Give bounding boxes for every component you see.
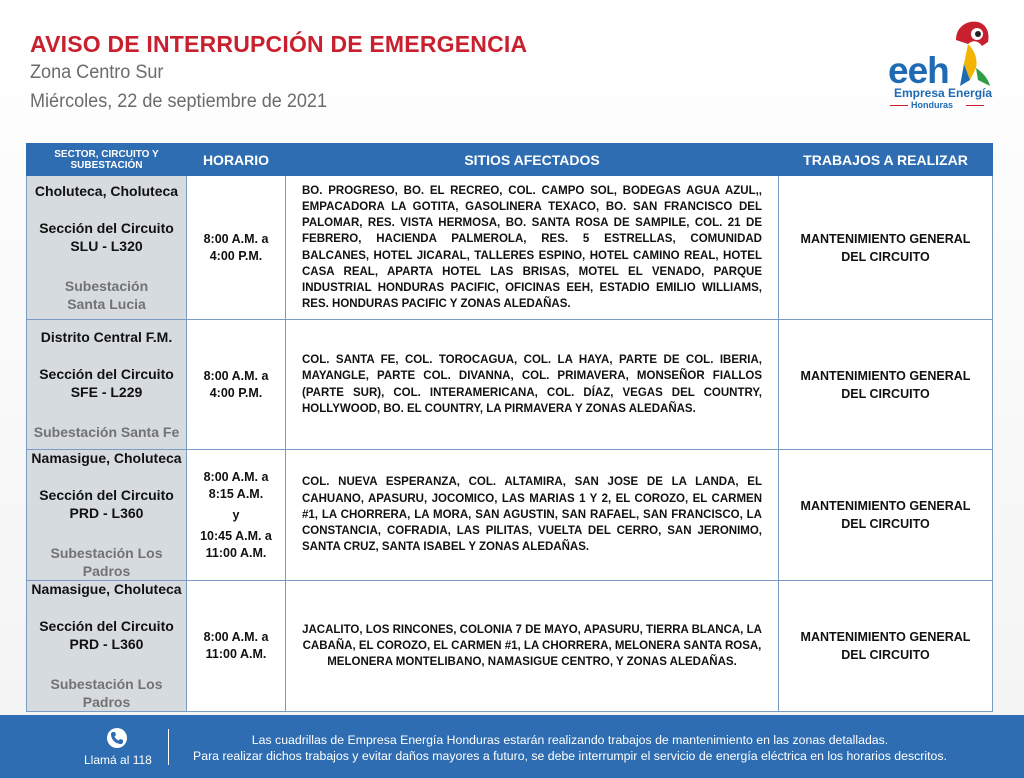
horario-end: 11:00 A.M.: [205, 647, 267, 661]
sitios-cell: [286, 320, 779, 450]
circuit-label: Sección del Circuito: [39, 365, 174, 382]
horario-start: 8:00 A.M. a: [203, 630, 269, 644]
circuit-label: Sección del Circuito: [39, 219, 174, 236]
circuit-code: SLU - L320: [70, 237, 143, 254]
circuit-code: PRD - L360: [69, 505, 144, 521]
horario-end-1: 8:15 A.M.: [208, 486, 264, 501]
trabajos-line1: MANTENIMIENTO GENERAL: [800, 499, 971, 513]
header-sitios: SITIOS AFECTADOS: [286, 144, 779, 176]
logo-company: Empresa Energía: [894, 86, 993, 100]
sector-name: Namasigue, Choluteca: [31, 450, 182, 466]
sector-cell: [27, 450, 187, 581]
trabajos-line1: MANTENIMIENTO GENERAL: [800, 368, 971, 383]
footer-line2: Para realizar dichos trabajos y evitar daños mayores a futuro, se debe interrumpir el servicio de energía eléctrica en los horarios descritos.: [193, 749, 947, 763]
sitios-text: BO. PROGRESO, BO. EL RECREO, COL. CAMPO SOL, BODEGAS AGUA AZUL,, EMPACADORA LA GOTITA, GASOLINERA TEXACO, BO. SAN FRANCISCO DEL PALOMAR, RES. VISTA HERMOSA, BO. SANTA ROSA DE SAMPILE, COL. 21 DE FEBRERO, HACIENDA PALMEROLA, RES. 5 ESTRELLAS, COMUNIDAD BALCANES, HOTEL JICARAL, TALLERES ESPINO, HOTEL CAMINO REAL, HOTEL CASA REAL, APARTA HOTEL LAS BRISAS, MOTEL EL VENADO, PARQUE INDUSTRIAL HONDURAS PACIFIC, OFICINAS EEH, ESTADIO EMILIO WILLIAMS, RES. HONDURAS PACIFIC Y ZONAS ALEDAÑAS.: [302, 184, 762, 311]
horario-cell: [187, 450, 286, 581]
logo-country: Honduras: [911, 100, 954, 110]
substation-name: Santa Lucia: [67, 295, 146, 312]
circuit-label: Sección del Circuito: [39, 618, 174, 634]
phone-glyph-icon: [107, 728, 127, 748]
phone-label: Llamá al 118: [84, 753, 152, 767]
substation-label: Subestación Santa Fe: [33, 423, 180, 440]
header-sector: [27, 144, 187, 176]
footer-bar: [0, 715, 1024, 778]
header-sector-line2: SUBESTACIÓN: [70, 159, 143, 171]
circuit-code: SFE - L229: [70, 383, 143, 400]
parrot-logo-icon: [948, 20, 992, 90]
horario-end: 4:00 P.M.: [209, 385, 263, 400]
sector-cell: [27, 176, 187, 320]
table-header-row: [27, 144, 993, 176]
horario-start-1: 8:00 A.M. a: [203, 469, 269, 484]
sitios-text: JACALITO, LOS RINCONES, COLONIA 7 DE MAYO, APASURU, TIERRA BLANCA, LA CABAÑA, EL COROZO, EL CARMEN #1, LA CHORRERA, MELONERA SANTA ROSA, MELONERA MONTELIBANO, NAMASIGUE CENTRO, Y ZONAS ALEDAÑAS.: [302, 623, 762, 669]
horario-cell: [187, 581, 286, 712]
sector-name: Distrito Central F.M.: [40, 328, 173, 345]
logo-divider-left: [890, 105, 908, 106]
horario-cell: [187, 320, 286, 450]
sector-cell: [27, 320, 187, 450]
logo-divider-right: [966, 105, 984, 106]
trabajos-cell: [779, 176, 993, 320]
substation-label: Subestación Los Padros: [50, 545, 163, 579]
trabajos-line2: DEL CIRCUITO: [841, 386, 930, 401]
trabajos-line2: DEL CIRCUITO: [841, 517, 930, 531]
trabajos-line1: MANTENIMIENTO GENERAL: [800, 231, 971, 246]
trabajos-line2: DEL CIRCUITO: [841, 648, 930, 662]
logo-wordmark: eeh: [888, 50, 949, 91]
phone-icon: [107, 728, 127, 748]
company-logo: [888, 20, 998, 115]
circuit-label: Sección del Circuito: [39, 487, 174, 503]
trabajos-cell: [779, 581, 993, 712]
sector-name: Choluteca, Choluteca: [34, 182, 179, 199]
header-horario: HORARIO: [187, 144, 286, 176]
header-trabajos: TRABAJOS A REALIZAR: [779, 144, 993, 176]
footer-line1: Las cuadrillas de Empresa Energía Honduras estarán realizando trabajos de mantenimiento en las zonas detalladas.: [251, 733, 889, 747]
page-title: AVISO DE INTERRUPCIÓN DE EMERGENCIA: [30, 31, 528, 57]
circuit-code: PRD - L360: [69, 636, 144, 652]
zone-subtitle: Zona Centro Sur: [30, 62, 164, 83]
trabajos-cell: [779, 320, 993, 450]
sitios-cell: [286, 581, 779, 712]
sitios-text: COL. NUEVA ESPERANZA, COL. ALTAMIRA, SAN JOSE DE LA LANDA, EL CAHUANO, APASURU, JOCOMICO, LAS MARIAS 1 Y 2, EL COROZO, EL CARMEN #1, LA CHORRERA, LA MORA, SAN AGUSTIN, SAN RAFAEL, SAN FRANCISCO, LA CONSTANCIA, COFRADIA, LAS PILITAS, VUELTA DEL CERRO, SAN JERONIMO, SANTA CRUZ, SANTA ISABEL Y ZONAS ALEDAÑAS.: [302, 476, 762, 554]
substation-label: Subestación Los Padros: [50, 676, 163, 710]
horario-cell: [187, 176, 286, 320]
sitios-cell: [286, 176, 779, 320]
substation-label: Subestación: [64, 277, 149, 294]
date-subtitle: Miércoles, 22 de septiembre de 2021: [30, 91, 328, 112]
horario-start: 8:00 A.M. a: [203, 368, 269, 383]
horario-start-2: 10:45 A.M. a: [200, 528, 272, 543]
horario-and: y: [232, 507, 240, 522]
trabajos-line2: DEL CIRCUITO: [841, 249, 930, 264]
horario-end-2: 11:00 A.M.: [205, 545, 267, 560]
footer-divider: [168, 729, 169, 765]
horario-start: 8:00 A.M. a: [203, 231, 269, 246]
outage-table: [26, 143, 993, 712]
table-row: [27, 450, 993, 581]
header-sector-line1: SECTOR, CIRCUITO Y: [54, 148, 159, 160]
trabajos-cell: [779, 450, 993, 581]
sector-name: Namasigue, Choluteca: [31, 581, 182, 597]
table-row: [27, 320, 993, 450]
trabajos-line1: MANTENIMIENTO GENERAL: [800, 630, 971, 644]
sector-cell: [27, 581, 187, 712]
sitios-cell: [286, 450, 779, 581]
table-row: [27, 581, 993, 712]
table-row: [27, 176, 993, 320]
sitios-text: COL. SANTA FE, COL. TOROCAGUA, COL. LA HAYA, PARTE DE COL. IBERIA, MAYANGLE, PARTE COL. DIVANNA, COL. PRIMAVERA, MONSEÑOR FIALLOS (PARTE SUR), COL. INTERAMERICANA, COL. DÍAZ, VEGAS DEL COUNTRY, HOLLYWOOD, BO. EL COUNTRY, LA PIRMAVERA Y ZONAS ALEDAÑAS.: [302, 354, 762, 415]
footer-message: [180, 732, 960, 764]
horario-end: 4:00 P.M.: [209, 248, 263, 263]
